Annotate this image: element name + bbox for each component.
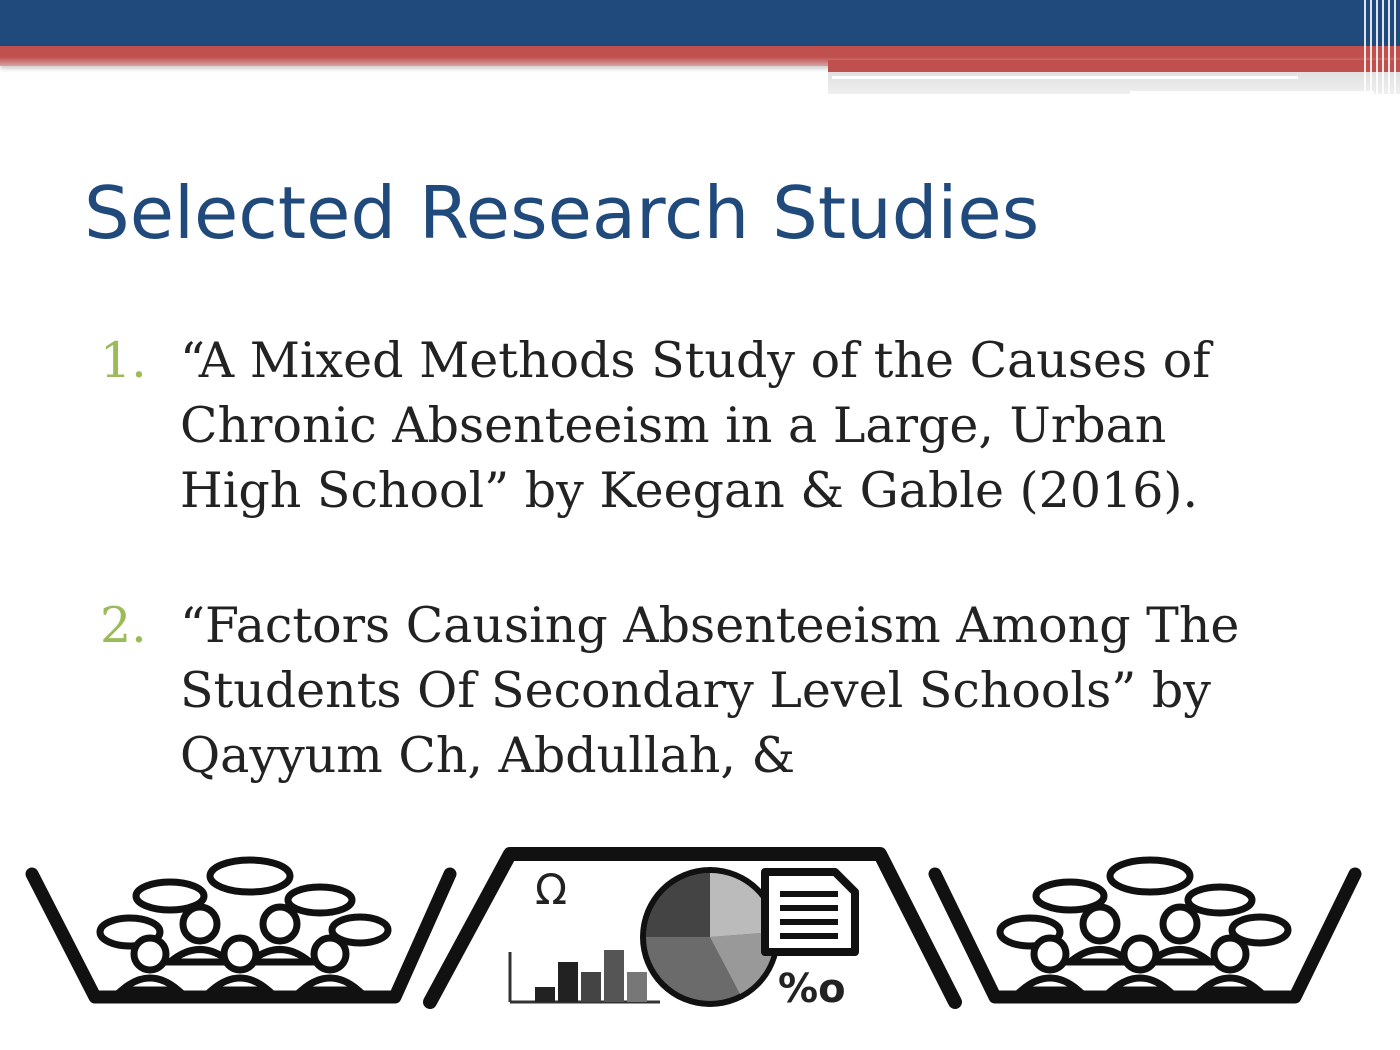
bar-chart-icon <box>510 950 660 1002</box>
accent-line <box>832 76 1298 79</box>
mixed-methods-illustration <box>20 842 1380 1032</box>
document-icon <box>765 872 855 952</box>
list-number: 1. <box>100 332 147 389</box>
per-mille-icon: %o <box>778 966 846 1012</box>
slide-title: Selected Research Studies <box>84 171 1040 255</box>
center-basket-icon <box>430 854 955 1012</box>
list-item <box>100 593 1300 788</box>
decorative-stripes <box>1360 0 1400 96</box>
omega-icon: Ω <box>535 865 568 914</box>
top-blue-bar <box>0 0 1400 46</box>
study-list <box>100 328 1300 822</box>
list-text: “A Mixed Methods Study of the Causes of Chronic Absenteeism in a Large, Urban High School” by Keegan & Gable (2016). <box>180 332 1211 519</box>
list-number: 2. <box>100 597 147 654</box>
accent-line <box>1130 91 1374 94</box>
left-basket-icon <box>32 860 450 997</box>
pie-chart-icon <box>640 867 780 1007</box>
list-text: “Factors Causing Absenteeism Among The Students Of Secondary Level Schools” by Qayyum Ch, Abdullah, & <box>180 597 1240 784</box>
right-basket-icon <box>935 860 1355 997</box>
list-item <box>100 328 1300 523</box>
